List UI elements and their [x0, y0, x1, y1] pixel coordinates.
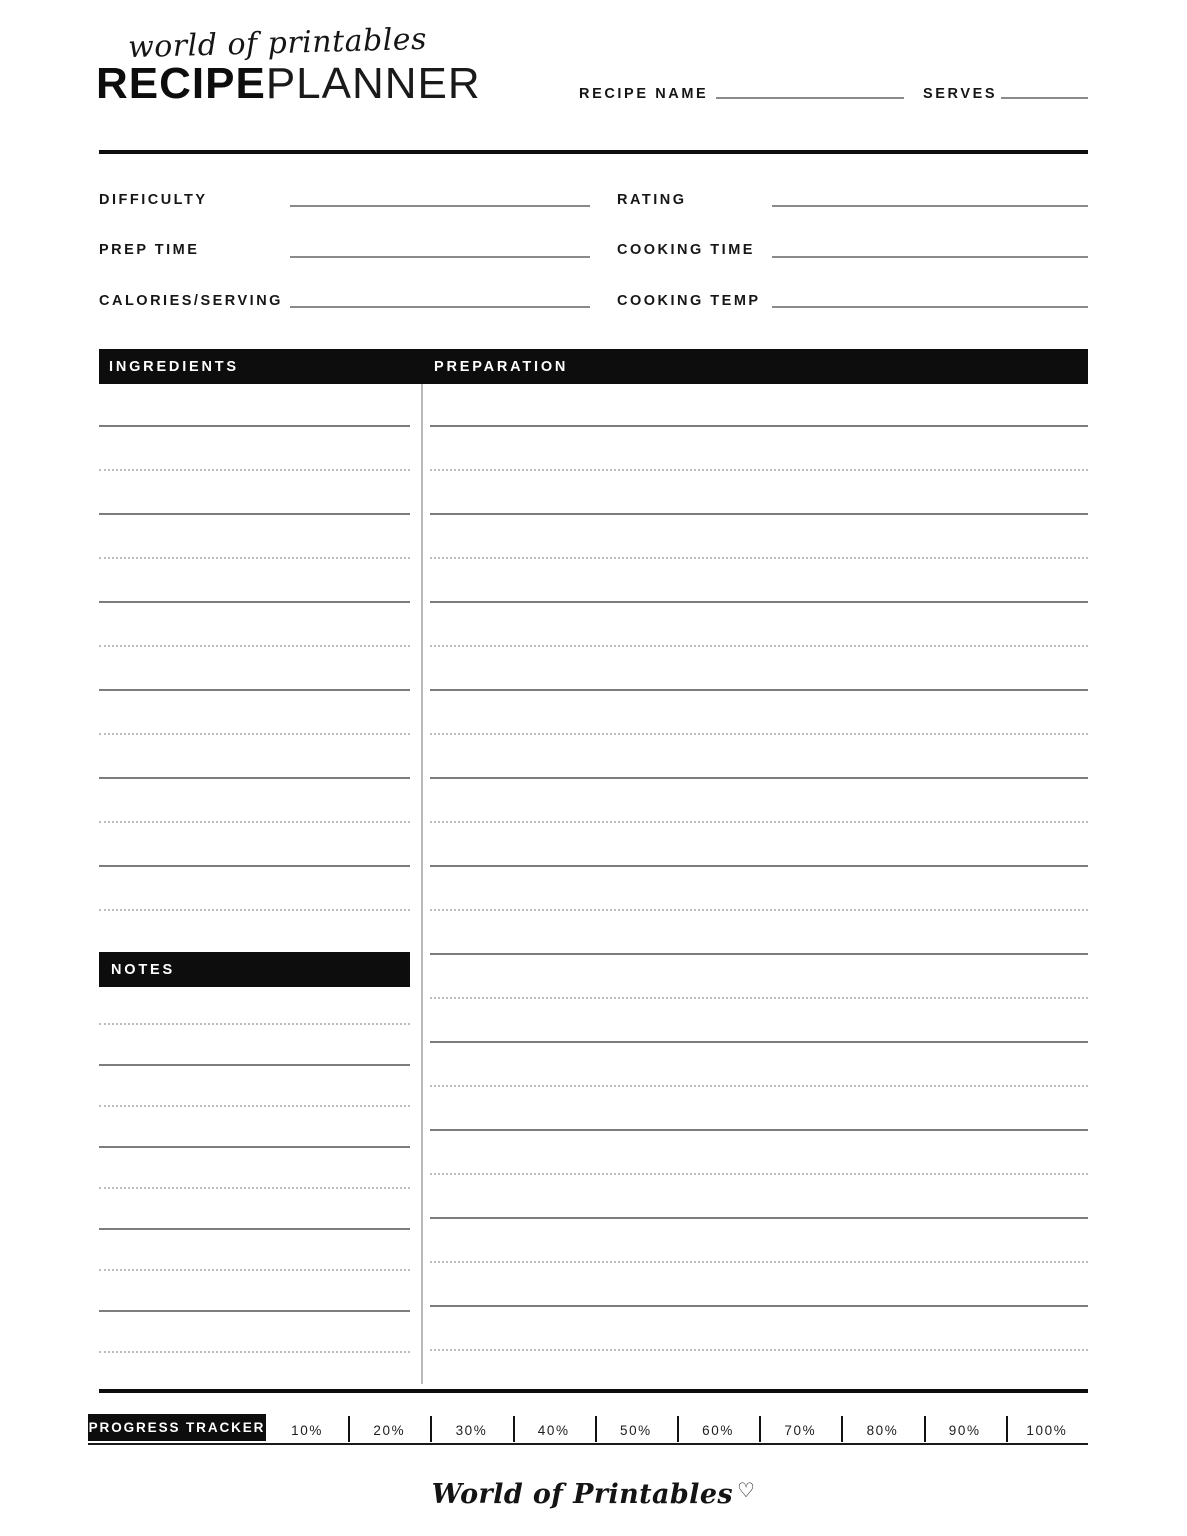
preparation-line[interactable]: [430, 645, 1088, 647]
recipe-name-label: RECIPE NAME: [579, 86, 709, 102]
progress-step-20pct[interactable]: 20%: [373, 1423, 406, 1438]
note-line[interactable]: [99, 1310, 410, 1312]
progress-step-50pct[interactable]: 50%: [619, 1423, 652, 1438]
page-title-light: PLANNER: [265, 59, 481, 108]
prep-time-write-line[interactable]: [290, 256, 590, 258]
section-header-bar: [99, 349, 1088, 384]
preparation-line[interactable]: [430, 821, 1088, 823]
ingredient-line[interactable]: [99, 469, 410, 471]
brand-script-text: world of printables: [127, 21, 428, 66]
heart-icon: ♡: [737, 1478, 756, 1502]
note-line[interactable]: [99, 1105, 410, 1107]
progress-step-60pct[interactable]: 60%: [702, 1423, 734, 1438]
preparation-line[interactable]: [430, 513, 1088, 515]
cooking-time-write-line[interactable]: [772, 256, 1088, 258]
calories-serving-write-line[interactable]: [290, 306, 590, 308]
note-line[interactable]: [99, 1269, 410, 1271]
progress-step-90pct[interactable]: 90%: [948, 1423, 981, 1438]
progress-step-30pct[interactable]: 30%: [455, 1423, 488, 1438]
difficulty-label: DIFFICULTY: [99, 192, 208, 208]
rating-write-line[interactable]: [772, 205, 1088, 207]
note-line[interactable]: [99, 1187, 410, 1189]
serves-label: SERVES: [923, 86, 998, 102]
ingredient-line[interactable]: [99, 601, 410, 603]
preparation-line[interactable]: [430, 1349, 1088, 1351]
bottom-divider: [99, 1389, 1088, 1393]
cooking-temp-write-line[interactable]: [772, 306, 1088, 308]
ingredient-line[interactable]: [99, 689, 410, 691]
preparation-line[interactable]: [430, 469, 1088, 471]
preparation-line[interactable]: [430, 733, 1088, 735]
progress-tick: [677, 1416, 679, 1442]
preparation-heading: PREPARATION: [434, 359, 569, 375]
note-line[interactable]: [99, 1064, 410, 1066]
page-title: [96, 59, 481, 108]
preparation-line[interactable]: [430, 1217, 1088, 1219]
preparation-line[interactable]: [430, 425, 1088, 427]
progress-tick: [841, 1416, 843, 1442]
notes-heading: NOTES: [111, 962, 175, 978]
progress-tick: [513, 1416, 515, 1442]
ingredients-heading: INGREDIENTS: [109, 359, 239, 375]
progress-tracker-underline: [88, 1443, 1088, 1445]
preparation-line[interactable]: [430, 865, 1088, 867]
progress-tick: [924, 1416, 926, 1442]
preparation-line[interactable]: [430, 1305, 1088, 1307]
footer-logo-text: World of Printables: [431, 1479, 734, 1510]
progress-tick: [348, 1416, 350, 1442]
preparation-line[interactable]: [430, 909, 1088, 911]
preparation-line[interactable]: [430, 557, 1088, 559]
preparation-line[interactable]: [430, 1261, 1088, 1263]
progress-tick: [430, 1416, 432, 1442]
progress-tick: [759, 1416, 761, 1442]
progress-tracker-label-box: [88, 1414, 266, 1441]
ingredient-line[interactable]: [99, 777, 410, 779]
ingredient-line[interactable]: [99, 425, 410, 427]
preparation-line[interactable]: [430, 1173, 1088, 1175]
calories-serving-label: CALORIES/SERVING: [99, 293, 283, 309]
cooking-temp-label: COOKING TEMP: [617, 293, 761, 309]
column-divider: [421, 384, 423, 1384]
footer-logo: [0, 1478, 1187, 1510]
progress-tick: [1006, 1416, 1008, 1442]
ingredient-line[interactable]: [99, 513, 410, 515]
recipe-name-write-line[interactable]: [716, 97, 904, 99]
ingredient-line[interactable]: [99, 909, 410, 911]
preparation-line[interactable]: [430, 997, 1088, 999]
cooking-time-label: COOKING TIME: [617, 242, 755, 258]
difficulty-write-line[interactable]: [290, 205, 590, 207]
progress-step-40pct[interactable]: 40%: [537, 1423, 570, 1438]
preparation-line[interactable]: [430, 1129, 1088, 1131]
preparation-line[interactable]: [430, 1041, 1088, 1043]
prep-time-label: PREP TIME: [99, 242, 200, 258]
ingredient-line[interactable]: [99, 865, 410, 867]
preparation-line[interactable]: [430, 953, 1088, 955]
preparation-line[interactable]: [430, 601, 1088, 603]
preparation-line[interactable]: [430, 689, 1088, 691]
header-divider: [99, 150, 1088, 154]
page-title-bold: RECIPE: [96, 59, 266, 108]
note-line[interactable]: [99, 1023, 410, 1025]
progress-tick: [595, 1416, 597, 1442]
ingredient-line[interactable]: [99, 645, 410, 647]
ingredient-line[interactable]: [99, 557, 410, 559]
preparation-line[interactable]: [430, 1085, 1088, 1087]
ingredient-line[interactable]: [99, 821, 410, 823]
progress-tracker-label: PROGRESS TRACKER: [88, 1420, 266, 1435]
note-line[interactable]: [99, 1228, 410, 1230]
progress-step-100pct[interactable]: 100%: [1026, 1423, 1068, 1438]
rating-label: RATING: [617, 192, 687, 208]
progress-step-10pct[interactable]: 10%: [291, 1423, 323, 1438]
progress-step-80pct[interactable]: 80%: [866, 1423, 899, 1438]
progress-step-70pct[interactable]: 70%: [784, 1423, 817, 1438]
note-line[interactable]: [99, 1146, 410, 1148]
serves-write-line[interactable]: [1001, 97, 1088, 99]
note-line[interactable]: [99, 1351, 410, 1353]
ingredient-line[interactable]: [99, 733, 410, 735]
preparation-line[interactable]: [430, 777, 1088, 779]
